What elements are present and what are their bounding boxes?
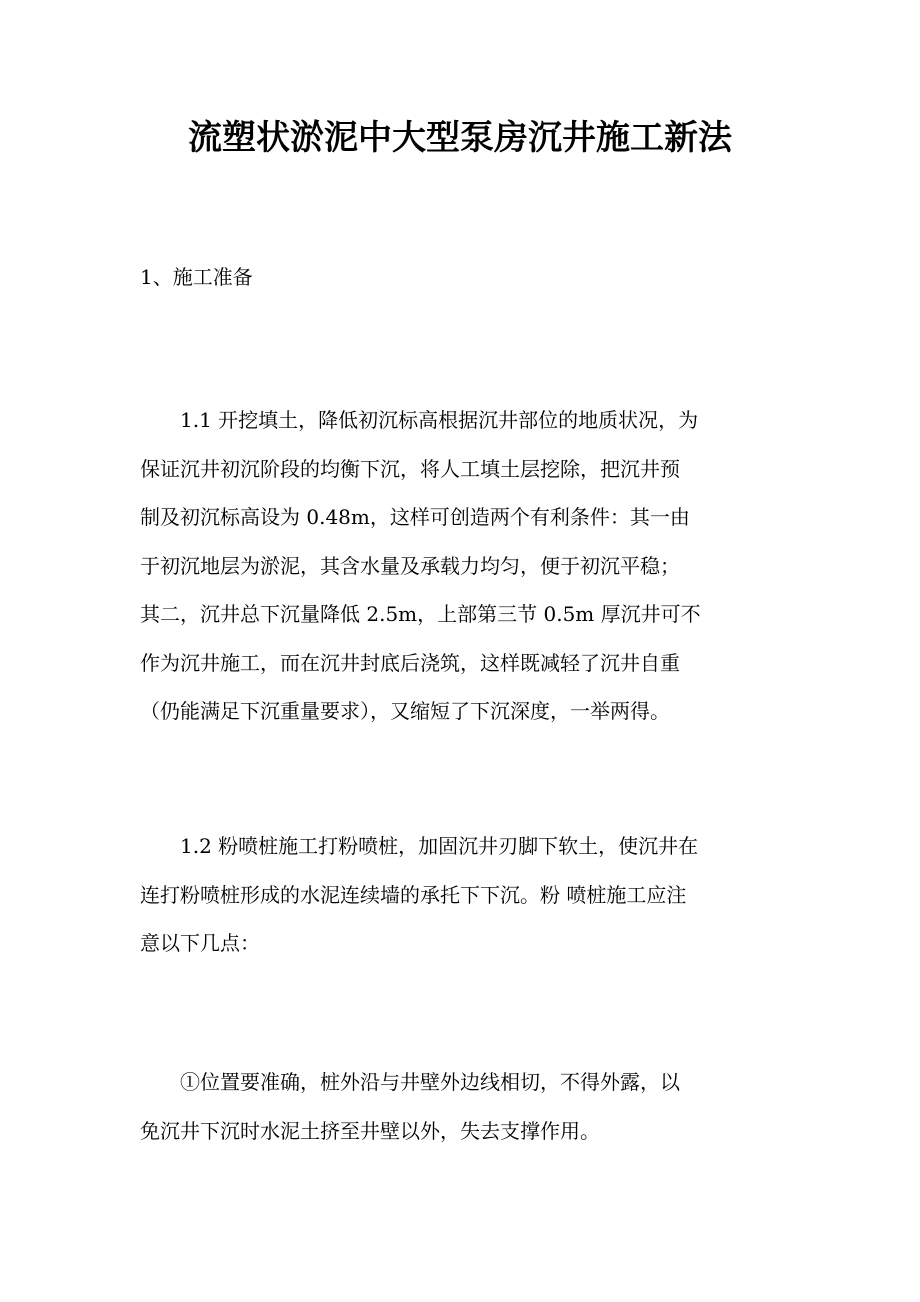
paragraph-line: 意以下几点： (140, 931, 260, 955)
paragraph-line: 连打粉喷桩形成的水泥连续墙的承托下下沉。粉 喷桩施工应注 (140, 882, 687, 907)
paragraph-line: ①位置要准确，桩外沿与井壁外边线相切，不得外露，以 (180, 1070, 680, 1094)
paragraph-line: 其二，沉井总下沉量降低 2.5m，上部第三节 0.5m 厚沉井可不 (140, 602, 701, 626)
paragraph-line: 1.1 开挖填土，降低初沉标高根据沉井部位的地质状况，为 (180, 408, 699, 432)
paragraph-line: 作为沉井施工，而在沉井封底后浇筑，这样既减轻了沉井自重 (140, 650, 680, 675)
document-title: 流塑状淤泥中大型泵房沉井施工新法 (188, 118, 732, 158)
paragraph-line: 保证沉井初沉阶段的均衡下沉，将人工填土层挖除，把沉井预 (140, 456, 680, 481)
paragraph-line: 制及初沉标高设为 0.48m，这样可创造两个有利条件：其一由 (140, 505, 690, 529)
paragraph-1-2 (140, 822, 780, 968)
paragraph-line: 于初沉地层为淤泥，其含水量及承载力均匀，便于初沉平稳； (140, 553, 680, 578)
section-heading: 1、施工准备 (140, 265, 253, 289)
paragraph-line: （仍能满足下沉重量要求），又缩短了下沉深度，一举两得。 (140, 699, 670, 723)
paragraph-line: 1.2 粉喷桩施工打粉喷桩，加固沉井刃脚下软土，使沉井在 (180, 834, 699, 858)
paragraph-point-1 (140, 1058, 780, 1155)
paragraph-1-1 (140, 396, 780, 736)
paragraph-line: 免沉井下沉时水泥土挤至井壁以外，失去支撑作用。 (140, 1118, 600, 1143)
